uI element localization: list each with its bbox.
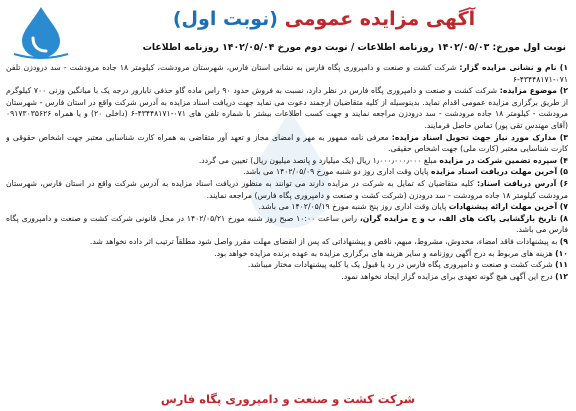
section-text: کلیه متقاضیان که تمایل به شرکت در مزایده دارند می توانند به منظور دریافت اسناد مزایده به آدرس شرکت واقع در استان فارس، شهرستان مرودشت کیلومتر ۱۸ جاده مرودشت - سد درودزن (شرکت کشت و صنعت و دامپروری پگاه فارس) مراجعه نمایند. [6, 178, 568, 200]
section-text: پایان وقت اداری روز پنج شنبه مورخ ۱۴۰۲/۰۵/۱۹ می باشد. [258, 202, 447, 212]
section-5 [6, 166, 568, 178]
section-heading: ۱۱) [555, 260, 568, 270]
title-text: آگهی مزایده عمومی [284, 8, 476, 30]
section-heading: ۲) موضوع مزایده: [499, 86, 568, 96]
section-heading: ۱) نام و نشانی مزایده گزار: [459, 63, 568, 72]
section-1 [6, 62, 568, 85]
section-text: معرفی نامه ممهور به مهر و امضای مجاز و تعهد آور متقاضی به همراه کارت شناسایی معتبر جهت اشخاص حقوقی و کارت شناسایی معتبر (کارت ملی) جهت اشخاص حقیقی. [6, 132, 568, 154]
section-text: شرکت کشت و صنعت و دامپروری پگاه فارس در نظر دارد، نسبت به فروش حدود ۹۰ راس ماده گاو حذفی نابارور درجه یک با میانگین وزنی ۷۰۰ کیلوگرم از طریق برگزاری مزایده عمومی اقدام نماید. بدینوسیله از کلیه متقاضیان ارجمند دعوت می نماید جهت دریافت اسناد مزایده به آدرس شرکت واقع در استان فارس - شهرستان مرودشت - کیلومتر ۱۸ جاده مرودشت - سد درودزن مراجعه نمایند و جهت کسب اطلاعات بیشتر با شماره تلفن های ۰۷۱-۴۳۴۴۸۱۷۱-۶ (داخلی ۲۰) و یا همراه ۰۹۱۷۳۰۳۵۶۲۶ (آقای مهندس تقی پور) تماس حاصل فرمایند. [6, 86, 568, 130]
section-text: شرکت کشت و صنعت و دامپروری پگاه فارس به نشانی استان فارس، شهرستان مرودشت، کیلومتر ۱۸ جاده مرودشت - سد درودزن تلفن ۰۷۱-۴۳۴۴۸۱۷۱-۶ [6, 63, 568, 84]
section-12 [6, 271, 568, 283]
company-signature: شرکت کشت و صنعت و دامپروری پگاه فارس [160, 392, 416, 406]
section-8 [6, 213, 568, 236]
section-2 [6, 85, 568, 131]
section-11 [6, 259, 568, 271]
section-text: به پیشنهادات فاقد امضاء، مخدوش، مشروط، مبهم، ناقص و پیشنهاداتی که پس از انقضای مهلت مقرر واصل شود مطلقاً ترتیب اثر داده نخواهد شد. [89, 236, 558, 246]
section-text: درج این آگهی هیچ گونه تعهدی برای مزایده گزار ایجاد نخواهد نمود. [341, 271, 553, 281]
section-heading: ۸) تاریخ بازگشایی پاکت های الف، ب و ج مزایده گران، [359, 213, 568, 223]
section-heading: ۱۲) [555, 271, 568, 281]
section-heading: ۹) [559, 236, 568, 246]
section-text: هزینه های مربوط به درج آگهی روزنامه و سایر هزینه های برگزاری مزایده به عهده برنده مزایده خواهد بود. [214, 248, 553, 258]
section-heading: ۵) آخرین مهلت دریافت اسناد مزایده [431, 167, 568, 177]
section-text: شرکت کشت و صنعت و دامپروری پگاه فارس در رد یا قبول یک یا کلیه پیشنهادات مختار میباشد. [247, 260, 553, 270]
notice-body [6, 62, 568, 387]
section-heading: ۴) سپرده تضمین شرکت در مزایده [439, 155, 568, 165]
publication-dates: نوبت اول مورخ: ۱۴۰۲/۰۵/۰۳ روزنامه اطلاعات / نوبت دوم مورخ ۱۴۰۲/۰۵/۰۴ روزنامه اطلاعات [142, 42, 566, 53]
section-10 [6, 248, 568, 260]
notice-title [80, 2, 568, 36]
section-text: راس ساعت ۱۰:۰۰ صبح روز شنبه مورخ ۱۴۰۲/۰۵/۲۱ در محل قانونی شرکت کشت و صنعت و دامپروری پگاه فارس می باشد. [6, 213, 568, 235]
section-9 [6, 236, 568, 248]
section-text: پایان وقت اداری روز دو شنبه مورخ ۱۴۰۲/۰۵/۰۹ می باشد. [243, 167, 429, 177]
notice-header [0, 0, 576, 62]
section-heading: ۱۰) [555, 248, 568, 258]
section-4 [6, 155, 568, 167]
section-7 [6, 201, 568, 213]
section-3 [6, 132, 568, 155]
section-heading: ۷) آخرین مهلت ارائه پیشنهادات [448, 202, 568, 212]
section-text: مبلغ ۱٫۰۰۰٫۰۰۰٫۰۰۰ ریال (یک میلیارد و پانصد میلیون ریال) تعیین می گردد. [198, 155, 437, 165]
section-6 [6, 178, 568, 201]
section-heading: ۳) مدارک مورد نیاز جهت تحویل اسناد مزایده: [391, 132, 568, 142]
water-drop-icon [8, 4, 74, 60]
title-turn: (نوبت اول) [172, 8, 278, 30]
section-heading: ۶) آدرس دریافت اسناد: [476, 178, 568, 188]
